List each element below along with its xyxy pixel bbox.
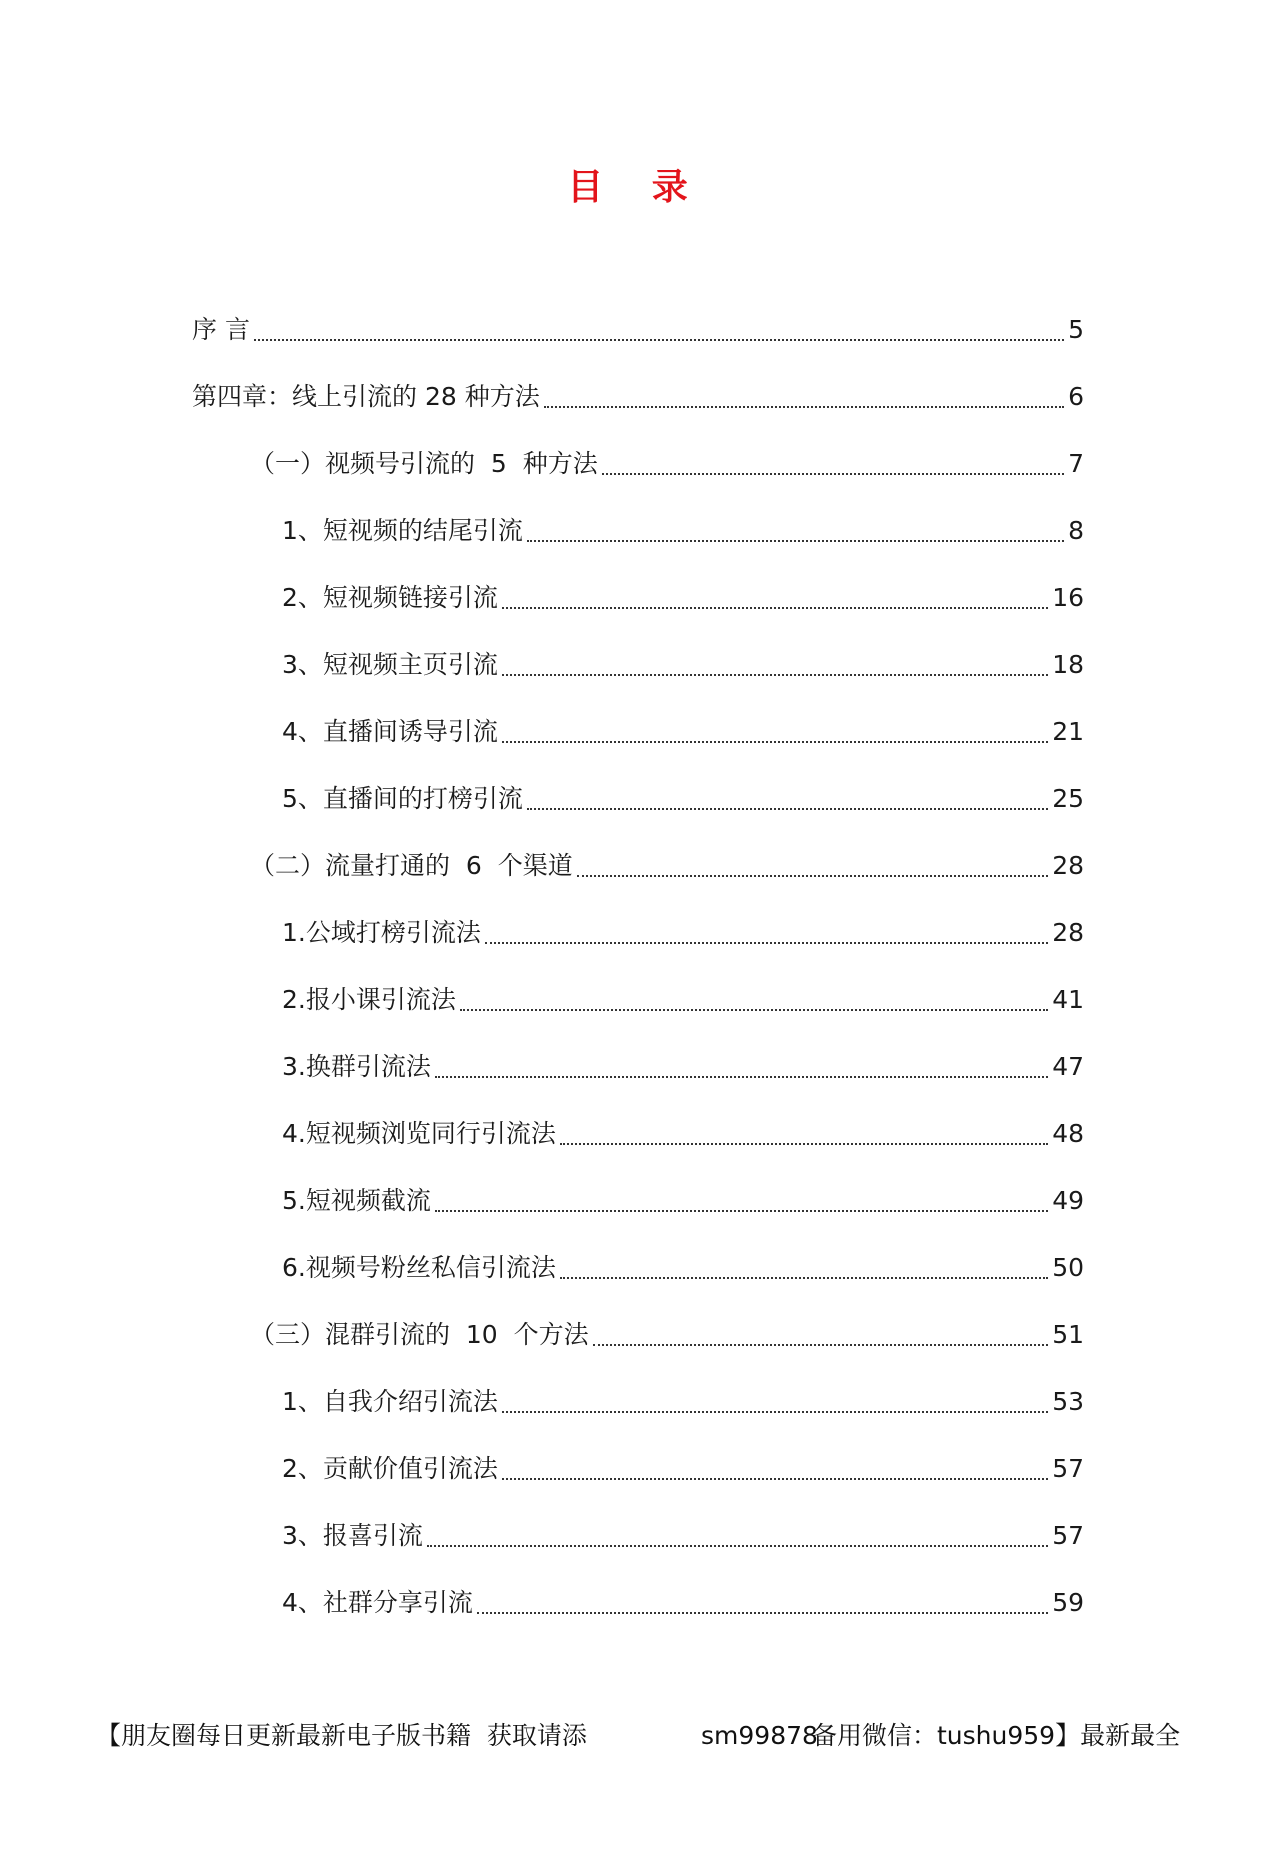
toc-dot-leader bbox=[427, 1545, 1048, 1547]
toc-dot-leader bbox=[602, 473, 1064, 475]
toc-entry-page-number: 57 bbox=[1052, 1453, 1084, 1483]
toc-dot-leader bbox=[593, 1344, 1049, 1346]
toc-entry-label: （一）视频号引流的 5 种方法 bbox=[250, 448, 598, 478]
toc-entry-label: （三）混群引流的 10 个方法 bbox=[250, 1319, 589, 1349]
footer-banner bbox=[96, 1716, 1206, 1756]
toc-entry[interactable] bbox=[0, 1234, 1084, 1301]
toc-entry[interactable] bbox=[0, 296, 1084, 363]
table-of-contents bbox=[0, 296, 1273, 1636]
toc-entry[interactable] bbox=[0, 966, 1084, 1033]
toc-entry-label: 序 言 bbox=[192, 314, 250, 344]
toc-dot-leader bbox=[502, 741, 1048, 743]
toc-entry[interactable] bbox=[0, 564, 1084, 631]
toc-entry-page-number: 28 bbox=[1052, 917, 1084, 947]
toc-entry-label: 1、自我介绍引流法 bbox=[282, 1386, 498, 1416]
toc-entry-page-number: 41 bbox=[1052, 984, 1084, 1014]
toc-dot-leader bbox=[254, 339, 1064, 341]
toc-dot-leader bbox=[502, 1411, 1048, 1413]
toc-entry-page-number: 18 bbox=[1052, 649, 1084, 679]
footer-text-right: 备用微信：tushu959】最新最全 bbox=[812, 1721, 1181, 1750]
toc-entry-label: 1、短视频的结尾引流 bbox=[282, 515, 523, 545]
toc-dot-leader bbox=[477, 1612, 1048, 1614]
toc-dot-leader bbox=[560, 1277, 1048, 1279]
toc-entry-page-number: 8 bbox=[1068, 515, 1084, 545]
footer-text-contact: sm99878 bbox=[701, 1721, 818, 1750]
toc-entry-label: 2.报小课引流法 bbox=[282, 984, 456, 1014]
toc-entry-page-number: 49 bbox=[1052, 1185, 1084, 1215]
toc-entry-page-number: 28 bbox=[1052, 850, 1084, 880]
toc-entry[interactable] bbox=[0, 497, 1084, 564]
toc-entry-page-number: 59 bbox=[1052, 1587, 1084, 1617]
toc-entry[interactable] bbox=[0, 1167, 1084, 1234]
toc-entry-label: 1.公域打榜引流法 bbox=[282, 917, 481, 947]
toc-entry-label: 3、报喜引流 bbox=[282, 1520, 423, 1550]
toc-dot-leader bbox=[527, 808, 1048, 810]
toc-entry-label: 5.短视频截流 bbox=[282, 1185, 431, 1215]
toc-entry-page-number: 7 bbox=[1068, 448, 1084, 478]
toc-entry[interactable] bbox=[0, 1100, 1084, 1167]
toc-entry-page-number: 48 bbox=[1052, 1118, 1084, 1148]
toc-entry[interactable] bbox=[0, 1569, 1084, 1636]
toc-dot-leader bbox=[560, 1143, 1048, 1145]
toc-dot-leader bbox=[544, 406, 1064, 408]
toc-dot-leader bbox=[435, 1210, 1048, 1212]
toc-entry[interactable] bbox=[0, 765, 1084, 832]
toc-entry-label: 4、社群分享引流 bbox=[282, 1587, 473, 1617]
toc-entry[interactable] bbox=[0, 832, 1084, 899]
toc-entry-page-number: 51 bbox=[1052, 1319, 1084, 1349]
toc-entry[interactable] bbox=[0, 899, 1084, 966]
toc-entry[interactable] bbox=[0, 363, 1084, 430]
toc-entry-page-number: 47 bbox=[1052, 1051, 1084, 1081]
toc-entry[interactable] bbox=[0, 430, 1084, 497]
toc-dot-leader bbox=[485, 942, 1048, 944]
toc-entry[interactable] bbox=[0, 631, 1084, 698]
toc-entry-label: 4.短视频浏览同行引流法 bbox=[282, 1118, 556, 1148]
toc-entry-page-number: 16 bbox=[1052, 582, 1084, 612]
toc-dot-leader bbox=[502, 674, 1048, 676]
toc-entry-label: 4、直播间诱导引流 bbox=[282, 716, 498, 746]
toc-entry[interactable] bbox=[0, 1301, 1084, 1368]
toc-entry-page-number: 57 bbox=[1052, 1520, 1084, 1550]
toc-entry-label: 2、贡献价值引流法 bbox=[282, 1453, 498, 1483]
toc-entry-page-number: 53 bbox=[1052, 1386, 1084, 1416]
page-title: 目 录 bbox=[567, 167, 706, 208]
toc-entry-label: 6.视频号粉丝私信引流法 bbox=[282, 1252, 556, 1282]
toc-entry-page-number: 6 bbox=[1068, 381, 1084, 411]
toc-entry[interactable] bbox=[0, 698, 1084, 765]
toc-entry-label: （二）流量打通的 6 个渠道 bbox=[250, 850, 573, 880]
toc-dot-leader bbox=[577, 875, 1048, 877]
toc-entry-label: 2、短视频链接引流 bbox=[282, 582, 498, 612]
toc-entry[interactable] bbox=[0, 1033, 1084, 1100]
toc-dot-leader bbox=[502, 607, 1048, 609]
toc-entry-page-number: 21 bbox=[1052, 716, 1084, 746]
toc-entry-page-number: 5 bbox=[1068, 314, 1084, 344]
toc-dot-leader bbox=[460, 1009, 1048, 1011]
toc-entry[interactable] bbox=[0, 1502, 1084, 1569]
footer-text-left: 【朋友圈每日更新最新电子版书籍 获取请添 bbox=[96, 1721, 587, 1750]
toc-dot-leader bbox=[502, 1478, 1048, 1480]
toc-entry-label: 5、直播间的打榜引流 bbox=[282, 783, 523, 813]
toc-entry-label: 3、短视频主页引流 bbox=[282, 649, 498, 679]
toc-dot-leader bbox=[527, 540, 1064, 542]
toc-entry-label: 3.换群引流法 bbox=[282, 1051, 431, 1081]
toc-entry[interactable] bbox=[0, 1435, 1084, 1502]
toc-entry-page-number: 50 bbox=[1052, 1252, 1084, 1282]
toc-dot-leader bbox=[435, 1076, 1048, 1078]
toc-entry[interactable] bbox=[0, 1368, 1084, 1435]
toc-entry-page-number: 25 bbox=[1052, 783, 1084, 813]
toc-entry-label: 第四章：线上引流的 28 种方法 bbox=[192, 381, 540, 411]
